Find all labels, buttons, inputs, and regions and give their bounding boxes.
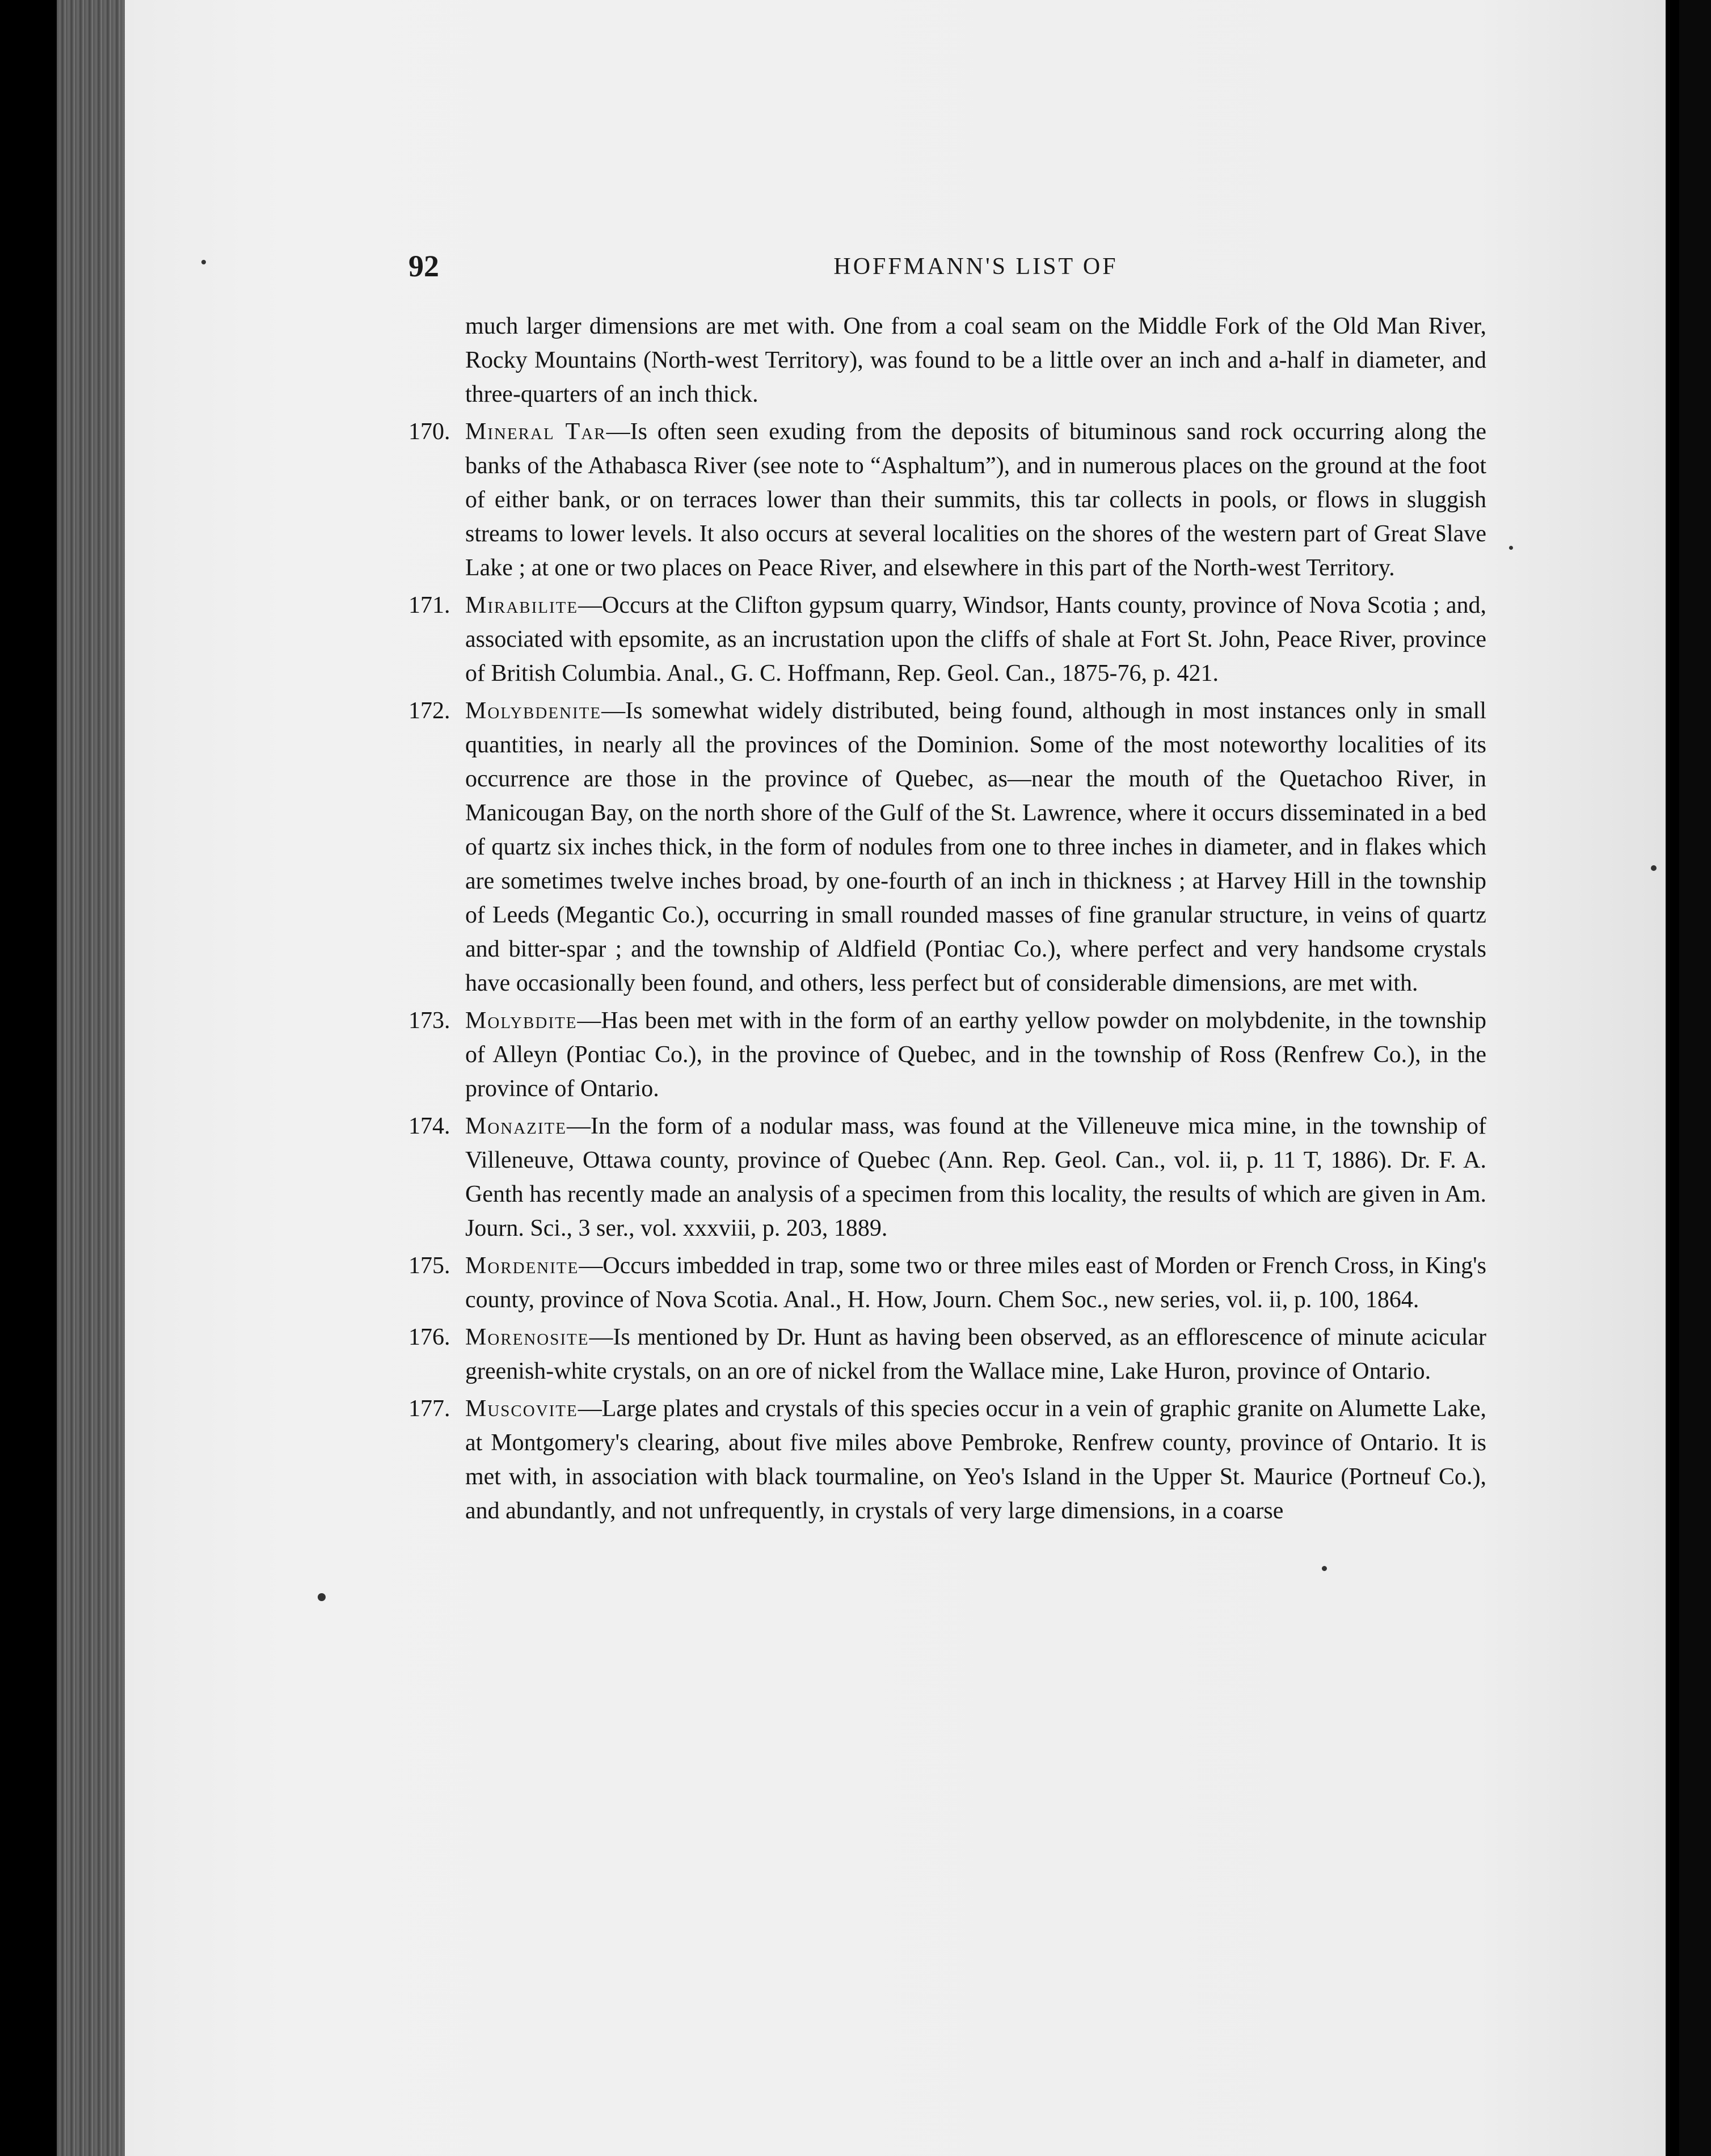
- entry-term: Mordenite: [465, 1253, 579, 1279]
- entry-175: [408, 1249, 1486, 1317]
- entry-number: 175.: [408, 1253, 450, 1279]
- entry-number: 173.: [408, 1008, 450, 1034]
- entry-number: 174.: [408, 1113, 450, 1139]
- entry-term: Muscovite: [465, 1396, 578, 1422]
- entry-number: 177.: [408, 1396, 450, 1422]
- entry-174: [408, 1109, 1486, 1245]
- entry-number: 171.: [408, 592, 450, 618]
- entry-number: 176.: [408, 1324, 450, 1350]
- entry-text: —Is somewhat widely distributed, being found, although in most instances only in small quantities, in nearly all the provinces of the Dominion. Some of the most noteworthy localities of its occurrence are those in the province of Quebec, as—near the mouth of the Quetachoo River, in Manicougan Bay, on the north shore of the Gulf of the St. Lawrence, where it occurs disseminated in a bed of quartz six inches thick, in the form of nodules from one to three inches in diameter, and in flakes which are sometimes twelve inches broad, by one-fourth of an inch in thickness ; at Harvey Hill in the township of Leeds (Megantic Co.), occurring in small rounded masses of fine granular structure, in veins of quartz and bitter-spar ; and the township of Aldfield (Pontiac Co.), where perfect and very handsome crystals have occasionally been found, and others, less perfect but of considerable dimensions, are met with.: [465, 698, 1486, 996]
- entry-177: [408, 1392, 1486, 1528]
- continuation-paragraph: much larger dimensions are met with. One from a coal seam on the Middle Fork of the Old Man River, Rocky Mountains (North-west Territory), was found to be a little over an inch and a-half in diameter, and three-quarters of an inch thick.: [465, 313, 1486, 407]
- entry-term: Monazite: [465, 1113, 567, 1139]
- scan-speck: [1322, 1566, 1327, 1571]
- scan-speck: [1509, 546, 1513, 550]
- entry-176: [408, 1320, 1486, 1388]
- entry-term: Mineral Tar: [465, 419, 606, 445]
- entry-term: Morenosite: [465, 1324, 589, 1350]
- entry-text: —Has been met with in the form of an earthy yellow powder on molybdenite, in the township of Alleyn (Pontiac Co.), in the province of Quebec, and in the township of Ross (Renfrew Co.), in the province of Ontario.: [465, 1008, 1486, 1102]
- scan-speck: [318, 1593, 326, 1601]
- entry-text: —Is often seen exuding from the deposits of bituminous sand rock occurring along the banks of the Athabasca River (see note to “Asphaltum”), and in numerous places on the ground at the foot of either bank, or on terraces lower than their summits, this tar collects in pools, or flows in sluggish streams to lower levels. It also occurs at several localities on the shores of the western part of Great Slave Lake ; at one or two places on Peace River, and elsewhere in this part of the North-west Territory.: [465, 419, 1487, 581]
- entry-text: —Large plates and crystals of this species occur in a vein of graphic granite on Alumette Lake, at Montgomery's clearing, about five miles above Pembroke, Renfrew county, province of Ontario. It is met with, in association with black tourmaline, on Yeo's Island in the Upper St. Maurice (Portneuf Co.), and abundantly, and not unfrequently, in crystals of very large dimensions, in a coarse: [465, 1396, 1486, 1524]
- entry-text: —Occurs imbedded in trap, some two or three miles east of Morden or French Cross, in King's county, province of Nova Scotia. Anal., H. How, Journ. Chem Soc., new series, vol. ii, p. 100, 1864.: [465, 1253, 1486, 1313]
- entry-number: 172.: [408, 698, 450, 724]
- scan-right-border: [1679, 0, 1711, 2156]
- entry-number: 170.: [408, 419, 450, 445]
- entry-172: [408, 694, 1486, 1000]
- page-binding-edge: [57, 0, 125, 2156]
- page-number: 92: [408, 249, 439, 283]
- entry-term: Mirabilite: [465, 592, 579, 618]
- scan-speck: [1651, 865, 1657, 871]
- page-body: [408, 309, 1486, 1528]
- entry-term: Molybdite: [465, 1008, 578, 1034]
- entry-text: —Occurs at the Clifton gypsum quarry, Windsor, Hants county, province of Nova Scotia ; and, associated with epsomite, as an incrustation upon the cliffs of shale at Fort St. John, Peace River, province of British Columbia. Anal., G. C. Hoffmann, Rep. Geol. Can., 1875-76, p. 421.: [465, 592, 1486, 687]
- entry-text: —Is mentioned by Dr. Hunt as having been observed, as an efflorescence of minute acicular greenish-white crystals, on an ore of nickel from the Wallace mine, Lake Huron, province of Ontario.: [465, 1324, 1486, 1384]
- entry-term: Molybdenite: [465, 698, 602, 724]
- entry-173: [408, 1004, 1486, 1106]
- entry-text: —In the form of a nodular mass, was found at the Villeneuve mica mine, in the township of Villeneuve, Ottawa county, province of Quebec (Ann. Rep. Geol. Can., vol. ii, p. 11 T, 1886). Dr. F. A. Genth has recently made an analysis of a specimen from this locality, the results of which are given in Am. Journ. Sci., 3 ser., vol. xxxviii, p. 203, 1889.: [465, 1113, 1486, 1241]
- entry-171: [408, 588, 1486, 690]
- scan-speck: [201, 260, 206, 264]
- page-header: [408, 249, 1543, 294]
- running-title: HOFFMANN'S LIST OF: [833, 254, 1118, 280]
- entry-170: [408, 415, 1486, 585]
